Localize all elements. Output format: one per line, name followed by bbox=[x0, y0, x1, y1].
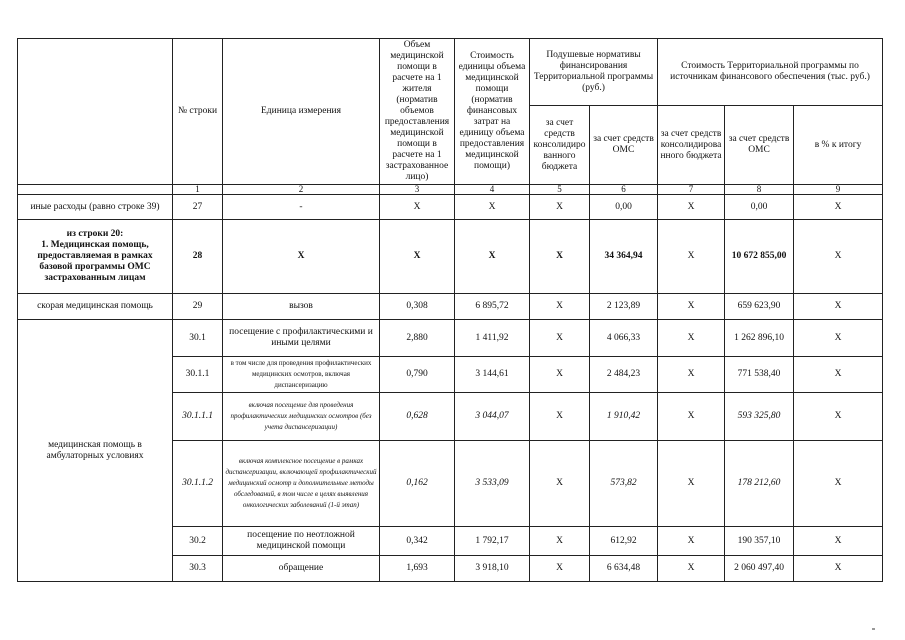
row-pc-oms: 34 364,94 bbox=[590, 220, 658, 294]
row-t-budget: X bbox=[658, 294, 725, 320]
row-percent: X bbox=[794, 527, 883, 556]
row-number: 27 bbox=[173, 195, 223, 220]
row-t-oms: 0,00 bbox=[725, 195, 794, 220]
row-number: 30.1 bbox=[173, 320, 223, 357]
scan-speck bbox=[872, 628, 875, 630]
column-number-row bbox=[18, 185, 883, 195]
row-unit: вызов bbox=[223, 294, 380, 320]
header-per-capita-group: Подушевые нормативы финансирования Территориальной программы (руб.) bbox=[530, 39, 658, 106]
row-volume: 0,308 bbox=[380, 294, 455, 320]
row-pc-oms: 1 910,42 bbox=[590, 393, 658, 441]
row-t-oms: 10 672 855,00 bbox=[725, 220, 794, 294]
row-number: 30.1.1.2 bbox=[173, 441, 223, 527]
program-cost-table bbox=[17, 38, 883, 582]
row-percent: X bbox=[794, 320, 883, 357]
row-pc-budget: X bbox=[530, 220, 590, 294]
header-oms-2: за счет средств ОМС bbox=[725, 106, 794, 185]
row-t-budget: X bbox=[658, 195, 725, 220]
row-cost: 1 792,17 bbox=[455, 527, 530, 556]
header-territorial-group: Стоимость Территориальной программы по источникам финансового обеспечения (тыс. руб.) bbox=[658, 39, 883, 106]
column-number: 5 bbox=[530, 185, 590, 195]
row-pc-budget: X bbox=[530, 294, 590, 320]
header-consolidated-budget: за счет средств консолидированного бюджета bbox=[530, 106, 590, 185]
row-t-oms: 2 060 497,40 bbox=[725, 556, 794, 582]
row-cost: 3 044,07 bbox=[455, 393, 530, 441]
row-t-budget: X bbox=[658, 320, 725, 357]
header-cost: Стоимость единицы объема медицинской помощи (норматив финансовых затрат на единицу объема предоставления медицинской помощи) bbox=[455, 39, 530, 185]
header-consolidated-budget-2: за счет средств консолидированного бюджета bbox=[658, 106, 725, 185]
row-pc-oms: 573,82 bbox=[590, 441, 658, 527]
table-row bbox=[18, 294, 883, 320]
row-volume: 0,162 bbox=[380, 441, 455, 527]
column-number-empty bbox=[18, 185, 173, 195]
header-row-1 bbox=[18, 39, 883, 106]
row-t-budget: X bbox=[658, 220, 725, 294]
row-cost: 6 895,72 bbox=[455, 294, 530, 320]
row-volume: 1,693 bbox=[380, 556, 455, 582]
row-volume: X bbox=[380, 195, 455, 220]
row-t-budget: X bbox=[658, 393, 725, 441]
row-pc-budget: X bbox=[530, 556, 590, 582]
row-t-oms: 178 212,60 bbox=[725, 441, 794, 527]
row-pc-budget: X bbox=[530, 357, 590, 393]
column-number: 4 bbox=[455, 185, 530, 195]
row-pc-oms: 4 066,33 bbox=[590, 320, 658, 357]
row-unit: включая посещение для проведения профилактических медицинских осмотров (без учета диспансеризации) bbox=[223, 393, 380, 441]
row-name: иные расходы (равно строке 39) bbox=[18, 195, 173, 220]
row-pc-budget: X bbox=[530, 195, 590, 220]
row-volume: 2,880 bbox=[380, 320, 455, 357]
header-percent: в % к итогу bbox=[794, 106, 883, 185]
row-t-oms: 593 325,80 bbox=[725, 393, 794, 441]
row-pc-oms: 0,00 bbox=[590, 195, 658, 220]
row-number: 29 bbox=[173, 294, 223, 320]
row-unit: обращение bbox=[223, 556, 380, 582]
row-percent: X bbox=[794, 357, 883, 393]
row-percent: X bbox=[794, 220, 883, 294]
row-unit: X bbox=[223, 220, 380, 294]
row-pc-oms: 612,92 bbox=[590, 527, 658, 556]
row-cost: 3 918,10 bbox=[455, 556, 530, 582]
header-unit: Единица измерения bbox=[223, 39, 380, 185]
row-percent: X bbox=[794, 294, 883, 320]
column-number: 7 bbox=[658, 185, 725, 195]
row-number: 30.3 bbox=[173, 556, 223, 582]
row-t-oms: 190 357,10 bbox=[725, 527, 794, 556]
column-number: 9 bbox=[794, 185, 883, 195]
row-percent: X bbox=[794, 556, 883, 582]
row-cost: 1 411,92 bbox=[455, 320, 530, 357]
row-pc-budget: X bbox=[530, 320, 590, 357]
row-number: 30.1.1 bbox=[173, 357, 223, 393]
row-volume: 0,628 bbox=[380, 393, 455, 441]
row-cost: X bbox=[455, 220, 530, 294]
table-row bbox=[18, 320, 883, 357]
row-number: 28 bbox=[173, 220, 223, 294]
row-t-budget: X bbox=[658, 527, 725, 556]
row-percent: X bbox=[794, 393, 883, 441]
table-row bbox=[18, 195, 883, 220]
column-number: 2 bbox=[223, 185, 380, 195]
row-t-oms: 771 538,40 bbox=[725, 357, 794, 393]
row-unit: включая комплексное посещение в рамках диспансеризации, включающей профилактический медицинский осмотр и дополнительные методы обследований, в том числе в целях выявления онкологических заболеваний (1-й этап) bbox=[223, 441, 380, 527]
column-number: 8 bbox=[725, 185, 794, 195]
row-t-budget: X bbox=[658, 441, 725, 527]
row-t-budget: X bbox=[658, 556, 725, 582]
column-number: 6 bbox=[590, 185, 658, 195]
row-pc-oms: 6 634,48 bbox=[590, 556, 658, 582]
row-pc-budget: X bbox=[530, 527, 590, 556]
header-row-no: № строки bbox=[173, 39, 223, 185]
header-name-cell bbox=[18, 39, 173, 185]
row-pc-budget: X bbox=[530, 393, 590, 441]
table-row bbox=[18, 220, 883, 294]
row-percent: X bbox=[794, 195, 883, 220]
row-unit: в том числе для проведения профилактических медицинских осмотров, включая диспансеризацию bbox=[223, 357, 380, 393]
row-volume: X bbox=[380, 220, 455, 294]
row-name: из строки 20: 1. Медицинская помощь, предоставляемая в рамках базовой программы ОМС застрахованным лицам bbox=[18, 220, 173, 294]
row-pc-budget: X bbox=[530, 441, 590, 527]
column-number: 1 bbox=[173, 185, 223, 195]
row-name: скорая медицинская помощь bbox=[18, 294, 173, 320]
column-number: 3 bbox=[380, 185, 455, 195]
row-pc-oms: 2 123,89 bbox=[590, 294, 658, 320]
row-unit: посещение по неотложной медицинской помощи bbox=[223, 527, 380, 556]
row-pc-oms: 2 484,23 bbox=[590, 357, 658, 393]
header-volume: Объем медицинской помощи в расчете на 1 жителя (норматив объемов предоставления медицинской помощи в расчете на 1 застрахованное лицо) bbox=[380, 39, 455, 185]
row-unit: - bbox=[223, 195, 380, 220]
row-number: 30.1.1.1 bbox=[173, 393, 223, 441]
row-cost: 3 533,09 bbox=[455, 441, 530, 527]
row-percent: X bbox=[794, 441, 883, 527]
row-volume: 0,790 bbox=[380, 357, 455, 393]
row-number: 30.2 bbox=[173, 527, 223, 556]
row-t-oms: 659 623,90 bbox=[725, 294, 794, 320]
row-cost: 3 144,61 bbox=[455, 357, 530, 393]
ambulatory-group-name: медицинская помощь в амбулаторных условиях bbox=[18, 320, 173, 582]
row-t-oms: 1 262 896,10 bbox=[725, 320, 794, 357]
row-volume: 0,342 bbox=[380, 527, 455, 556]
row-unit: посещение с профилактическими и иными целями bbox=[223, 320, 380, 357]
header-oms: за счет средств ОМС bbox=[590, 106, 658, 185]
row-cost: X bbox=[455, 195, 530, 220]
row-t-budget: X bbox=[658, 357, 725, 393]
